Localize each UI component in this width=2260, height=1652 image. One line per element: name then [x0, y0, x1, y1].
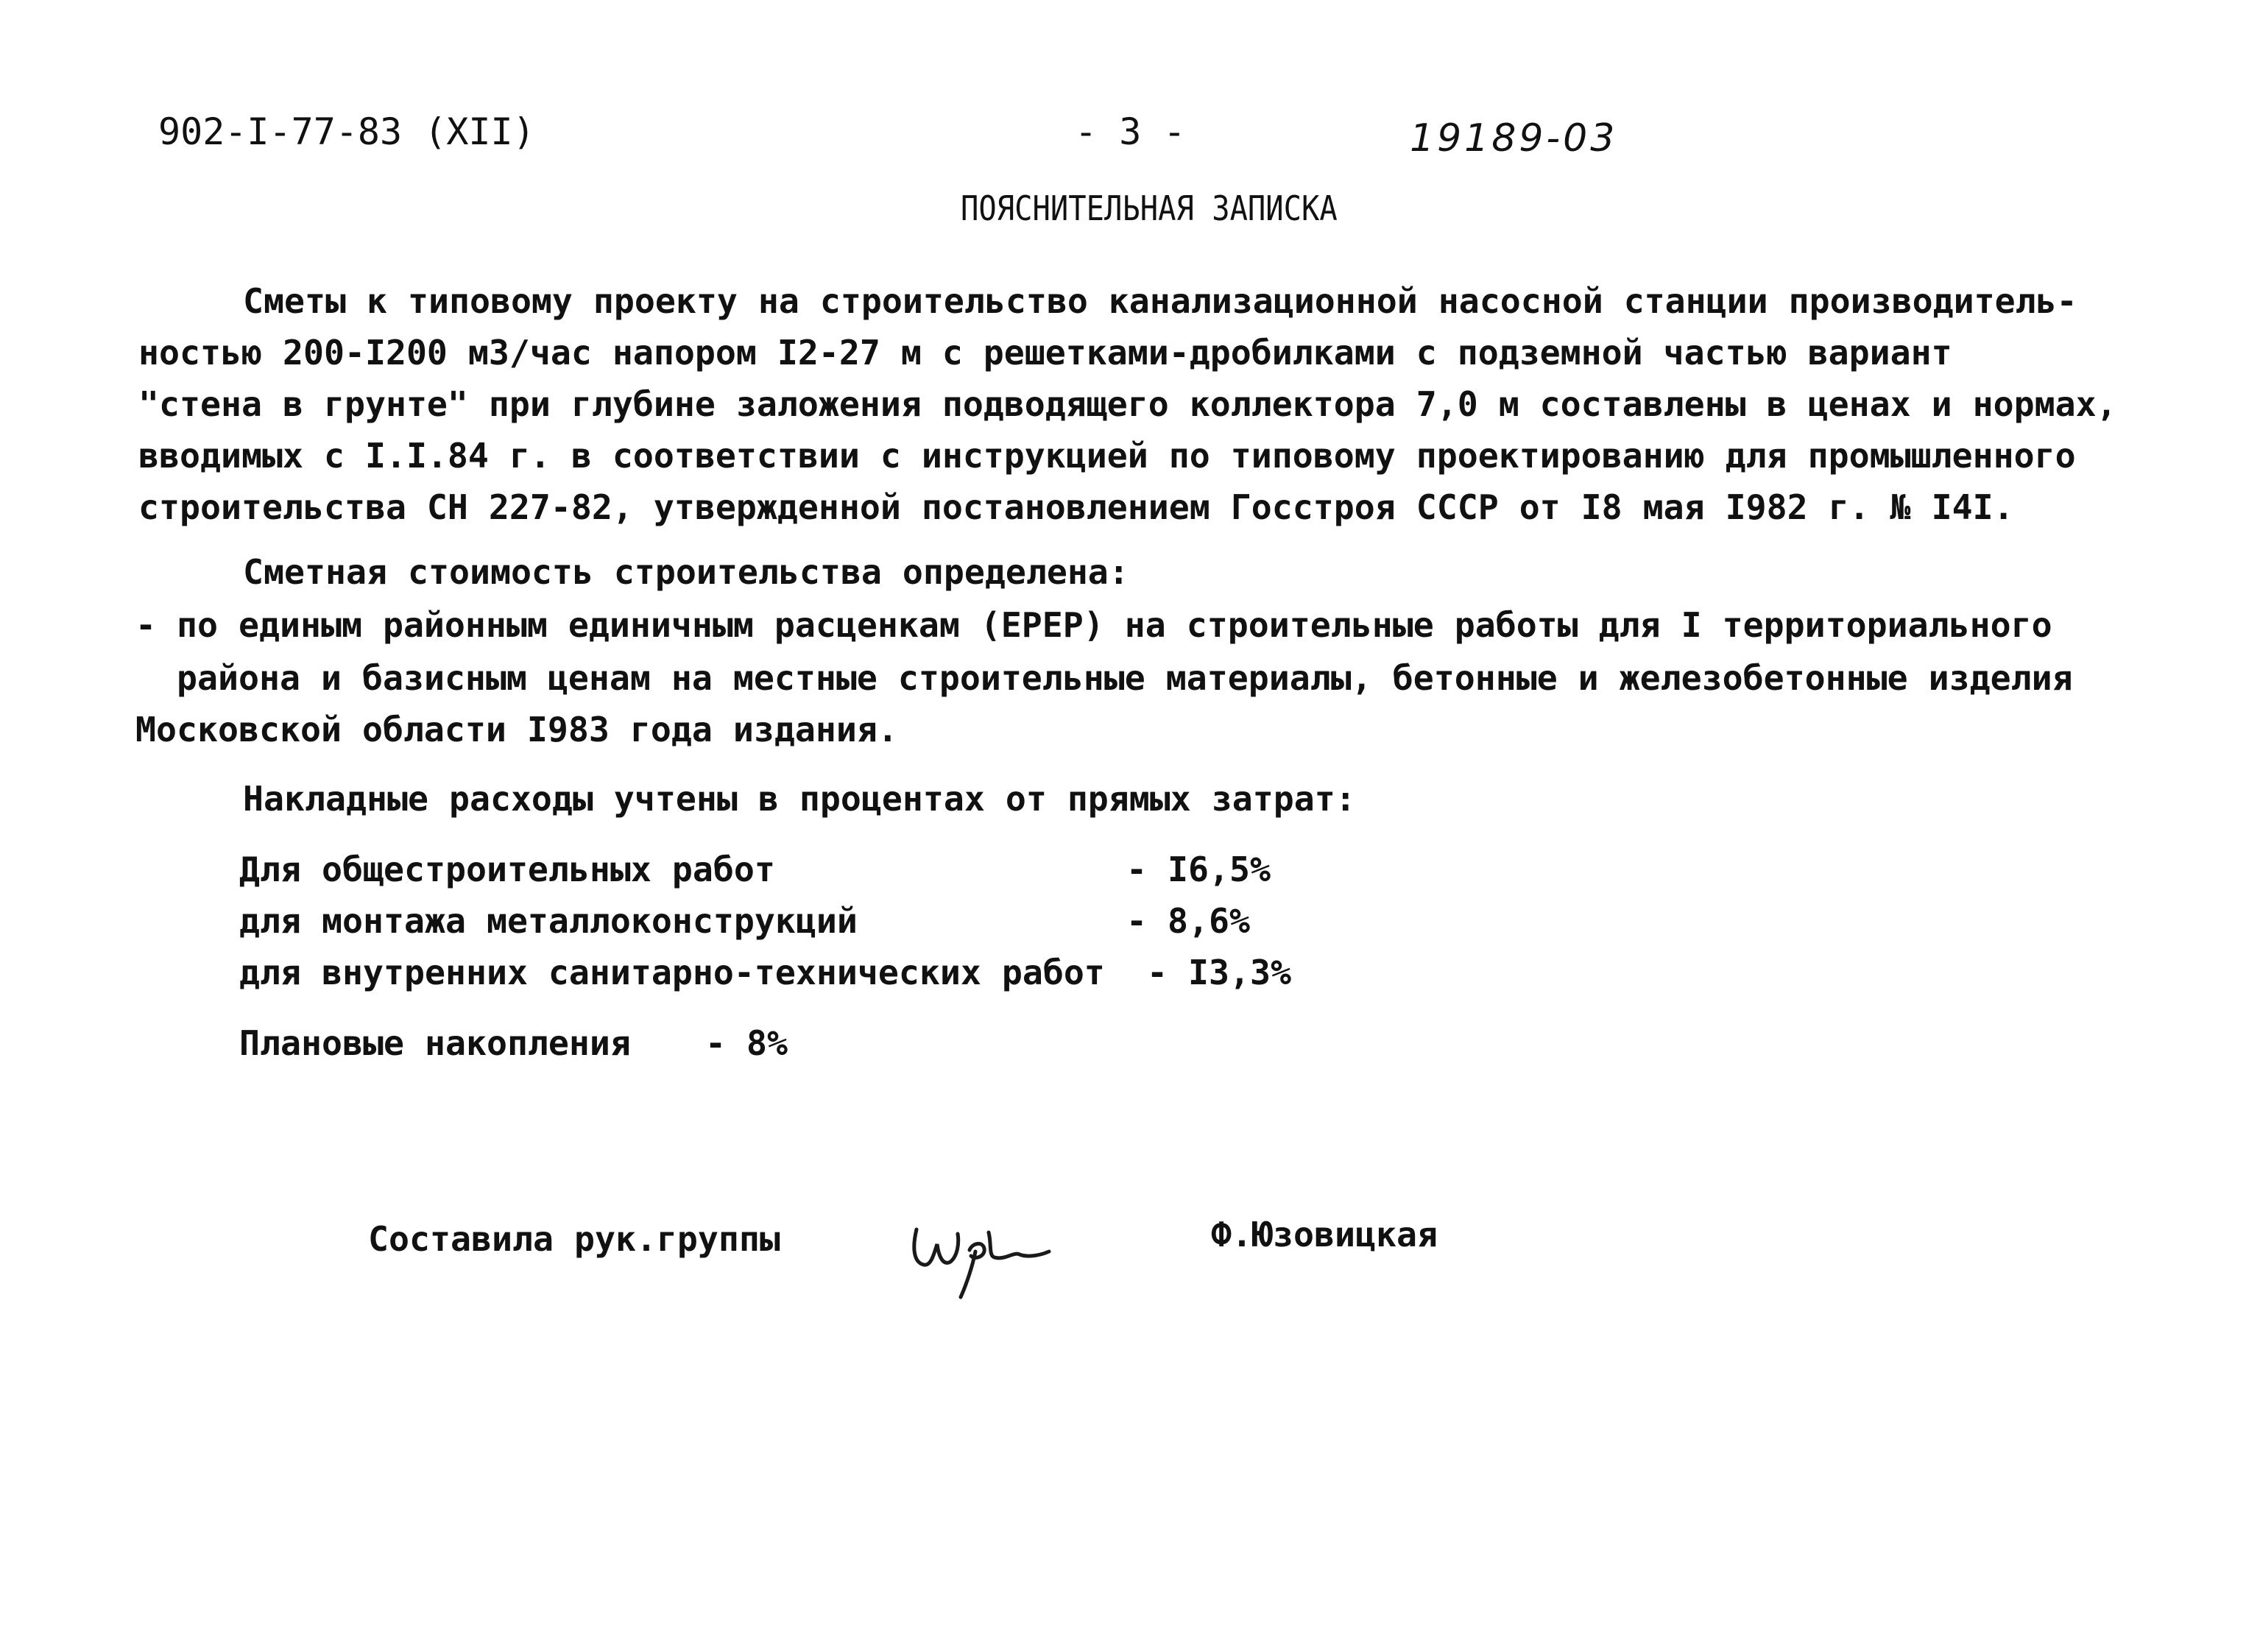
overhead-rate-label-metal: для монтажа металлоконструкций	[239, 901, 858, 941]
paragraph1-line4: вводимых с I.I.84 г. в соответствии с инструкцией по типовому проектированию для промышленного	[138, 436, 2076, 476]
overhead-rate-value-sanitary: - I3,3%	[1147, 953, 1291, 992]
planned-savings-label: Плановые накопления	[239, 1023, 631, 1063]
document-number: 19189-03	[1410, 116, 1618, 160]
paragraph2-line3: района и базисным ценам на местные строительные материалы, бетонные и железобетонные изделия	[177, 658, 2073, 698]
overhead-rate-label-general: Для общестроительных работ	[239, 850, 775, 889]
paragraph1-line3: "стена в грунте" при глубине заложения подводящего коллектора 7,0 м составлены в ценах и нормах,	[138, 384, 2117, 424]
paragraph1-line1: Сметы к типовому проекту на строительство канализационной насосной станции производитель-	[243, 281, 2077, 321]
document-code: 902-I-77-83 (XII)	[158, 110, 535, 153]
paragraph2-line4: Московской области I983 года издания.	[135, 710, 898, 749]
overhead-rate-label-sanitary: для внутренних санитарно-технических работ	[239, 953, 1105, 992]
handwritten-signature-icon	[902, 1207, 1056, 1303]
document-title: ПОЯСНИТЕЛЬНАЯ ЗАПИСКА	[961, 188, 1338, 228]
paragraph1-line2: ностью 200-I200 м3/час напором I2-27 м с решетками-дробилками с подземной частью вариант	[138, 333, 1952, 373]
signature-role: Составила рук.группы	[368, 1219, 780, 1259]
overhead-intro: Накладные расходы учтены в процентах от прямых затрат:	[243, 779, 1356, 819]
planned-savings-value: - 8%	[705, 1023, 788, 1063]
signature-name: Ф.Юзовицкая	[1211, 1215, 1438, 1254]
paragraph2-line2: - по единым районным единичным расценкам (ЕРЕР) на строительные работы для I территориального	[135, 605, 2052, 645]
page-number: - 3 -	[1075, 110, 1186, 153]
paragraph2-line1: Сметная стоимость строительства определена:	[243, 552, 1129, 592]
overhead-rate-value-general: - I6,5%	[1126, 850, 1271, 889]
paragraph1-line5: строительства СН 227-82, утвержденной постановлением Госстроя СССР от I8 мая I982 г. № I4I.	[138, 487, 2014, 527]
overhead-rate-value-metal: - 8,6%	[1126, 901, 1250, 941]
